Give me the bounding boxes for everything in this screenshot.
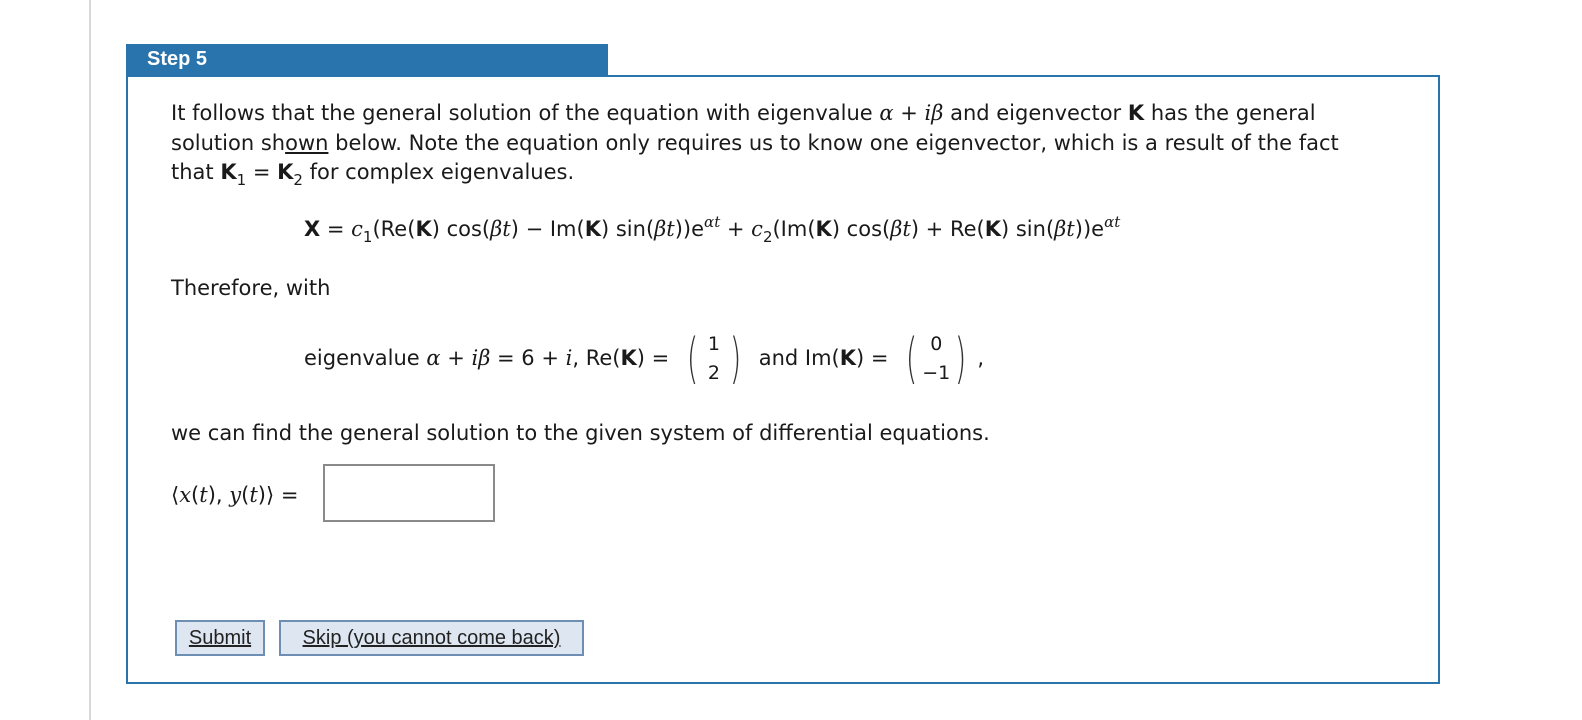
intro-line-2: solution shown below. Note the equation only requires us to know one eigenvector, which is a result of the fact [171, 130, 1339, 155]
step-header: Step 5 [126, 44, 608, 76]
re-k-vector [682, 329, 746, 389]
conclusion-text: we can find the general solution to the given system of differential equations. [171, 421, 990, 445]
general-solution-formula: $X = c_1(Re(K) \cos(\beta t) - Im(K) \sin(\beta t))e^{\alpha t} + c_2(Im(K) \cos(\beta t) + Re(K)$ $\sin(\beta t))e^{\alpha t}$ [304, 213, 1121, 246]
left-paren: ( [905, 327, 918, 390]
skip-button[interactable]: Skip (you cannot come back) [279, 620, 584, 656]
intro-paragraph [171, 99, 1411, 188]
right-paren: ) [955, 327, 967, 390]
im-k-vector [901, 329, 971, 389]
answer-input[interactable] [323, 464, 495, 522]
intro-line-1: It follows that the general solution of the equation with eigenvalue α + iβ and eigenvector K has the general [171, 101, 1316, 125]
vector-entry: 0 [930, 333, 943, 355]
submit-button[interactable]: Submit [175, 620, 265, 656]
step-panel [126, 75, 1440, 684]
left-divider [89, 0, 91, 720]
therefore-text: Therefore, with [171, 276, 331, 300]
vector-entry: 1 [707, 333, 721, 355]
vector-entry: 2 [707, 362, 721, 384]
left-paren: ( [686, 327, 699, 390]
right-paren: ) [729, 327, 742, 390]
answer-label: ⟨x(t), y(t)⟩ = [171, 483, 299, 507]
vector-entry: −1 [922, 362, 951, 384]
intro-line-3: that $K_1 = K_2$ for complex eigenvalues. [171, 160, 575, 189]
given-values-formula: eigenvalue α + i β = 6 + i , Re( K ) = ( 1 2 ) and Im( K ) = ( 0 −1 ) , [304, 327, 985, 390]
